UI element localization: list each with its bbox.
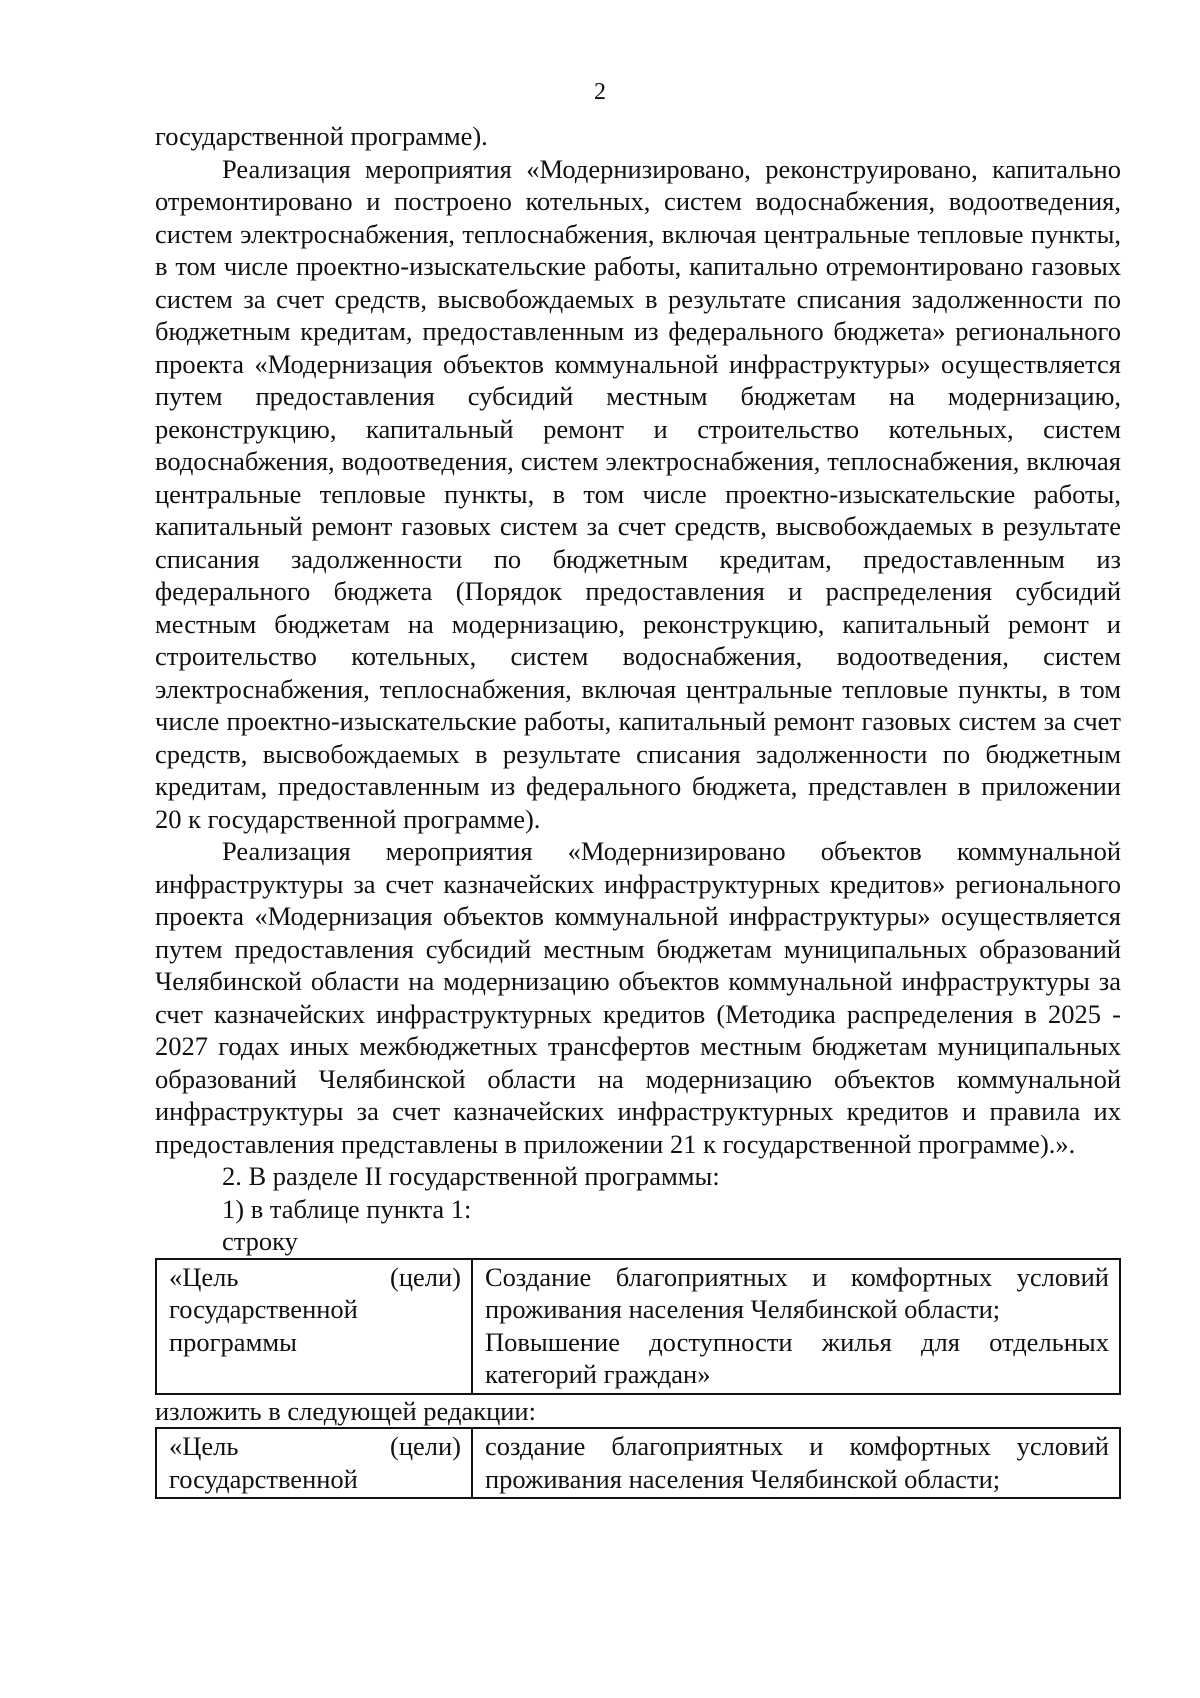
paragraph-measure-infrastructure-credits: Реализация мероприятия «Модернизировано объектов коммунальной инфраструктуры за счет казначейских инфраструктурных кредитов» регионального проекта «Модернизация объектов коммунальной инфраструктуры» осуществляется путем предоставления субсидий местным бюджетам муниципальных образований Челябинской области на модернизацию объектов коммунальной инфраструктуры за счет казначейских инфраструктурных кредитов (Методика распределения в 2025 - 2027 годах иных межбюджетных трансфертов местным бюджетам муниципальных образований Челябинской области на модернизацию объектов коммунальной инфраструктуры за счет казначейских инфраструктурных кредитов и правила их предоставления представлены в приложении 21 к государственной программе).». — [155, 836, 1121, 1159]
table-row — [156, 1428, 1120, 1498]
new-goal-table-wrapper — [155, 1427, 1121, 1499]
goal-value-line: Повышение доступности жилья для отдельных категорий граждан» — [485, 1326, 1109, 1389]
paragraph-measure-modernization: Реализация мероприятия «Модернизировано, реконструировано, капитально отремонтировано и построено котельных, систем водоснабжения, водоотведения, систем электроснабжения, теплоснабжения, включая центральные тепловые пункты, в том числе проектно-изыскательские работы, капитально отремонтировано газовых систем за счет средств, высвобождаемых в результате списания задолженности по бюджетным кредитам, предоставленным из федерального бюджета» регионального проекта «Модернизация объектов коммунальной инфраструктуры» осуществляется путем предоставления субсидий местным бюджетам на модернизацию, реконструкцию, капитальный ремонт и строительство котельных, систем водоснабжения, водоотведения, систем электроснабжения, теплоснабжения, включая центральные тепловые пункты, в том числе проектно-изыскательские работы, капитальный ремонт газовых систем за счет средств, высвобождаемых в результате списания задолженности по бюджетным кредитам, предоставленным из федерального бюджета (Порядок предоставления и распределения субсидий местным бюджетам на модернизацию, реконструкцию, капитальный ремонт и строительство котельных, систем водоснабжения, водоотведения, систем электроснабжения, теплоснабжения, включая центральные тепловые пункты, в том числе проектно-изыскательские работы, капитальный ремонт газовых систем за счет средств, высвобождаемых в результате списания задолженности по бюджетным кредитам, предоставленным из федерального бюджета, представлен в приложении 20 к государственной программе). — [155, 153, 1121, 834]
goal-label-line: государственной — [169, 1294, 358, 1324]
goal-label-word: (цели) — [390, 1431, 461, 1461]
row-label: строку — [222, 1226, 298, 1256]
item-2-heading: 2. В разделе II государственной программы: — [222, 1161, 720, 1191]
goal-value-cell — [472, 1259, 1120, 1394]
paragraph-continuation: государственной программе). — [155, 121, 488, 151]
goal-label-word: «Цель — [169, 1431, 239, 1461]
document-body — [155, 120, 1121, 1499]
goal-label-cell — [156, 1428, 472, 1498]
goal-label-word: «Цель — [169, 1261, 239, 1292]
goal-label-line: государственной — [169, 1463, 358, 1494]
goal-value-line: Создание благоприятных и комфортных условий проживания населения Челябинской области; — [485, 1261, 1109, 1324]
goal-label-line: программы — [169, 1326, 297, 1357]
old-goal-table — [155, 1258, 1121, 1395]
replace-instruction: изложить в следующей редакции: — [155, 1395, 536, 1426]
goal-label-cell — [156, 1259, 472, 1394]
goal-value-cell — [472, 1428, 1120, 1498]
goal-label-line — [169, 1430, 461, 1463]
goal-value-line: создание благоприятных и комфортных условий проживания населения Челябинской области; — [485, 1431, 1109, 1494]
item-1-heading: 1) в таблице пункта 1: — [222, 1193, 472, 1224]
new-goal-table — [155, 1427, 1121, 1499]
goal-label-line — [169, 1261, 461, 1294]
goal-label-word: (цели) — [390, 1261, 461, 1292]
table-row — [156, 1259, 1120, 1394]
page-number: 2 — [594, 79, 606, 105]
